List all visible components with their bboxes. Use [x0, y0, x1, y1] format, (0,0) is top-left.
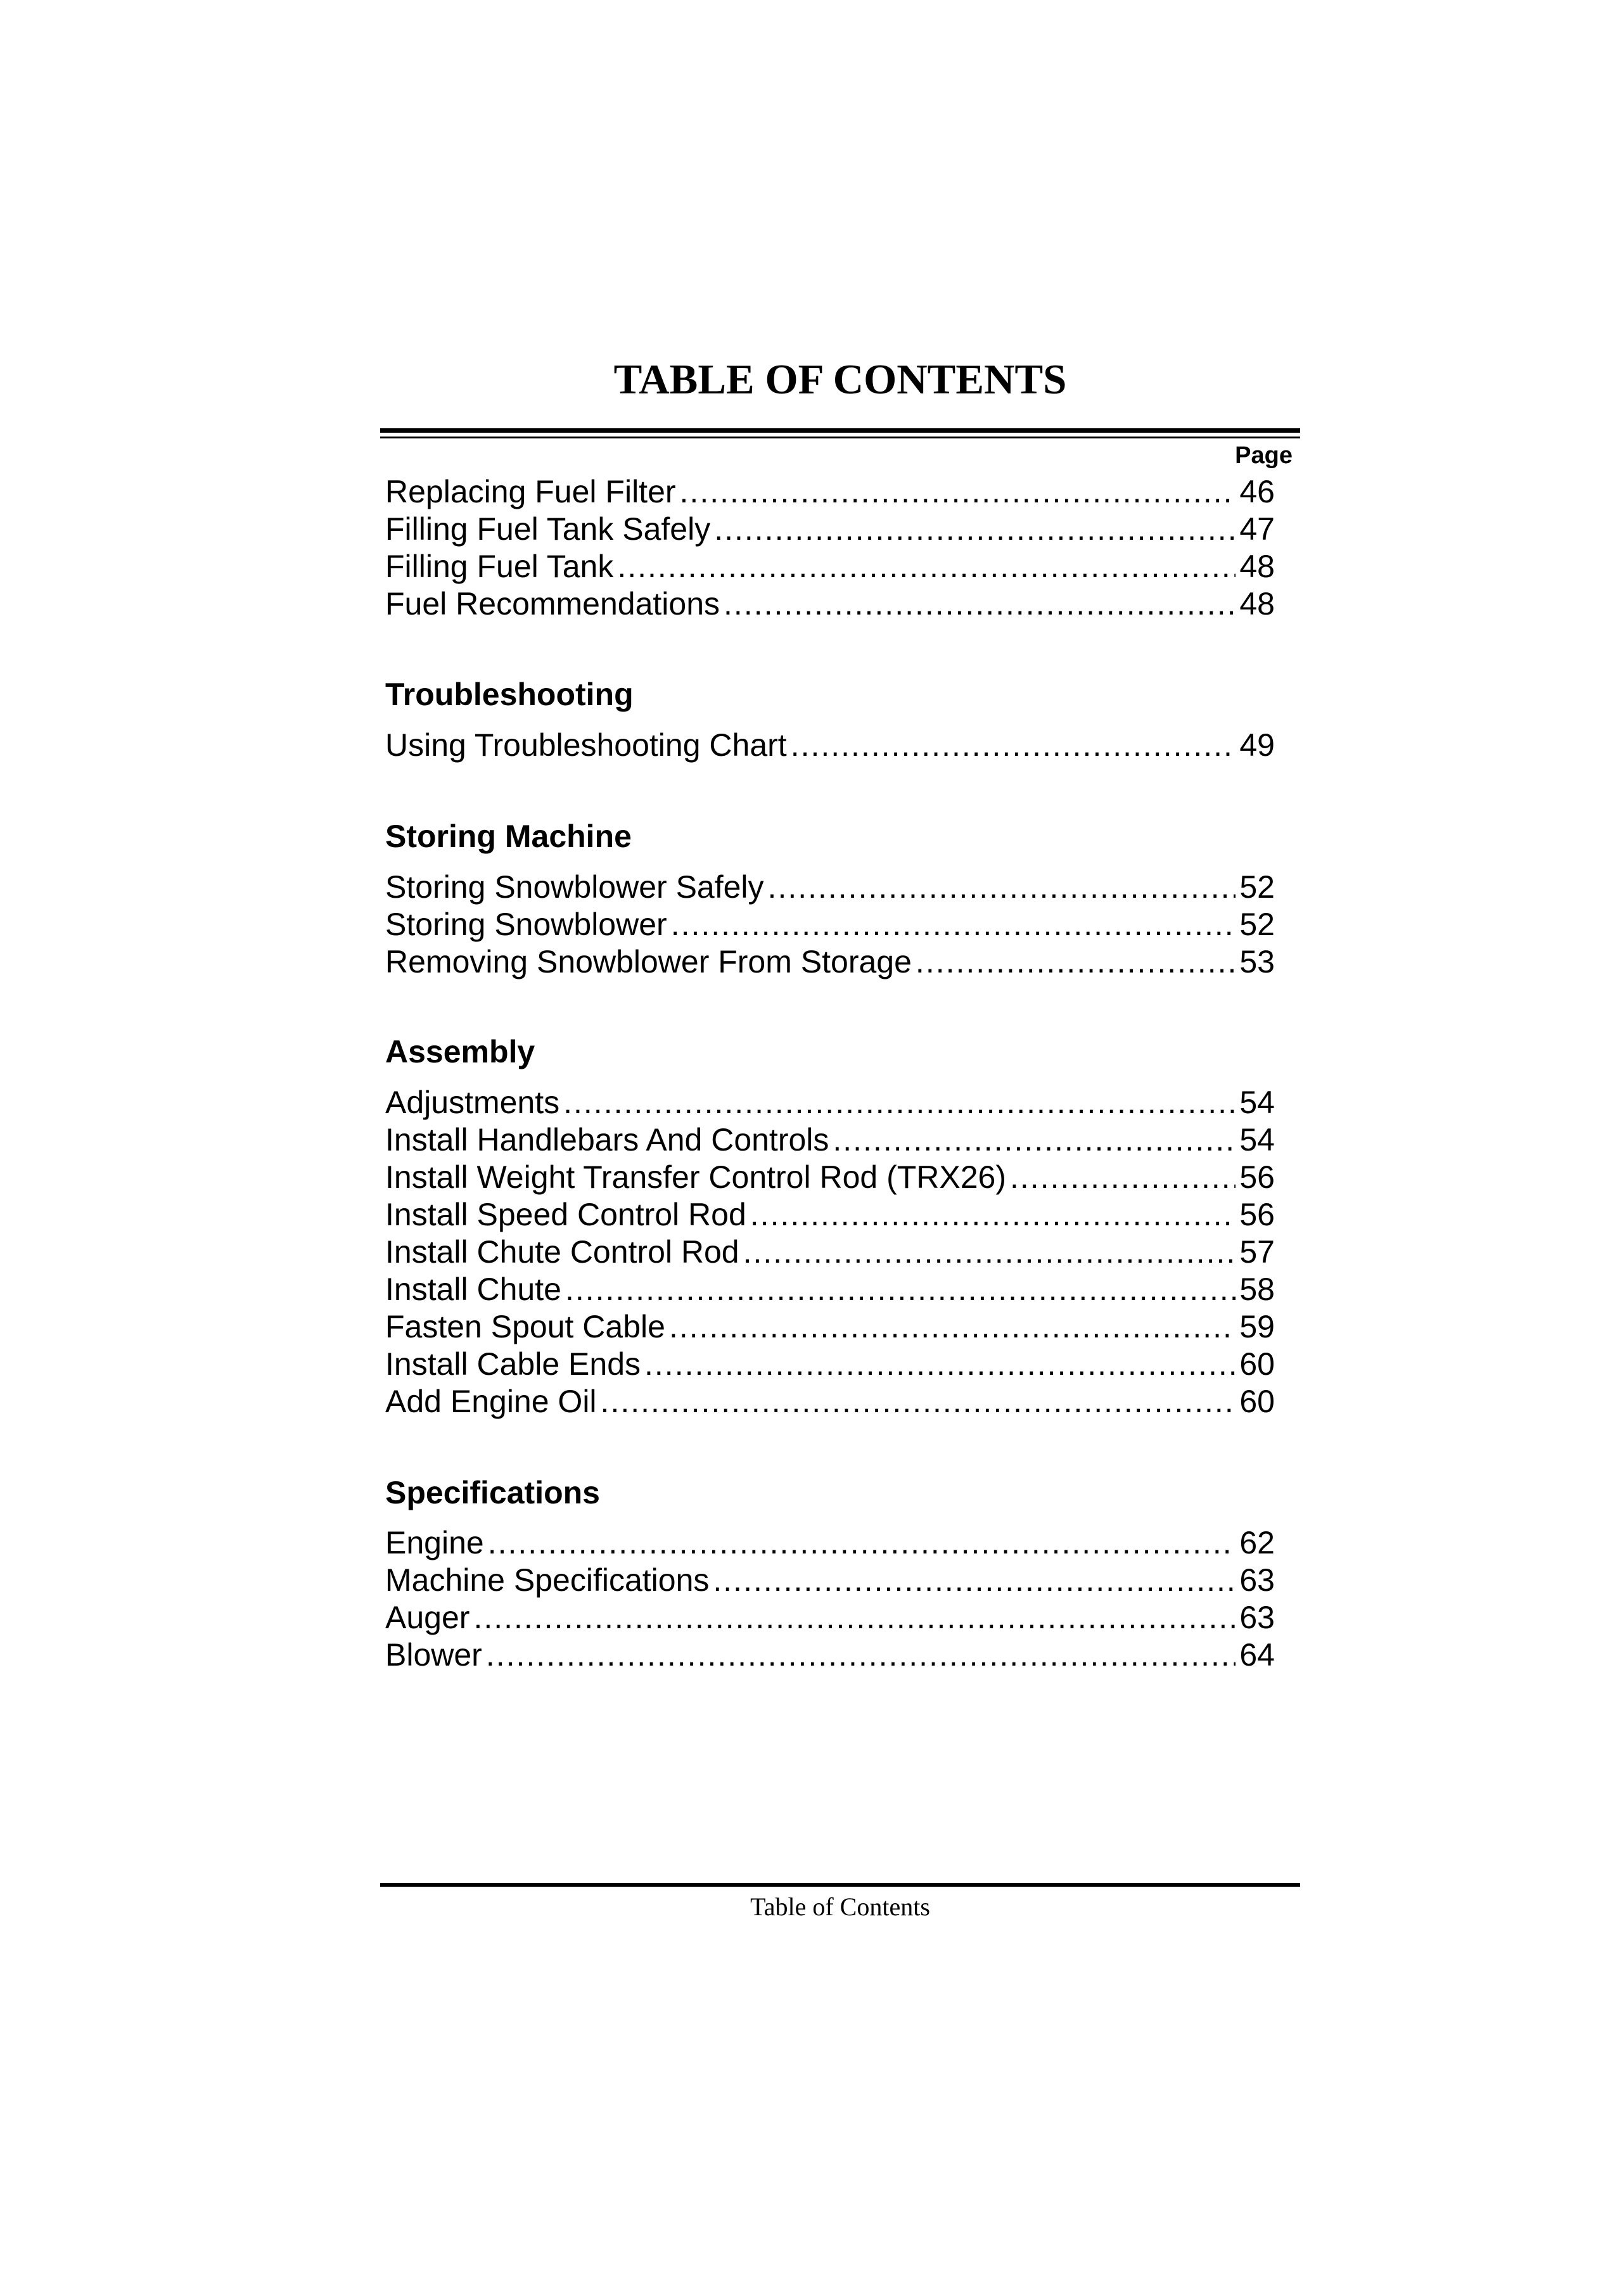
toc-entry-page: 62	[1239, 1525, 1275, 1560]
toc-entry[interactable]	[385, 1270, 1275, 1308]
toc-entry[interactable]	[385, 868, 1275, 906]
section-heading-troubleshooting: Troubleshooting	[385, 677, 634, 712]
toc-leader-dots	[916, 943, 1236, 981]
section-heading-specifications: Specifications	[385, 1475, 600, 1510]
toc-entry-label: Adjustments	[385, 1085, 560, 1120]
toc-entry[interactable]	[385, 585, 1275, 623]
toc-entry-page: 52	[1239, 869, 1275, 905]
toc-leader-dots	[488, 1524, 1236, 1562]
toc-entry-page: 63	[1239, 1562, 1275, 1598]
toc-entry[interactable]	[385, 1598, 1275, 1636]
toc-leader-dots	[724, 585, 1236, 623]
toc-entry[interactable]	[385, 943, 1275, 981]
title-rule-thin	[380, 437, 1300, 438]
toc-entry-page: 59	[1239, 1309, 1275, 1344]
toc-entry-page: 46	[1239, 474, 1275, 509]
toc-entry-page: 57	[1239, 1234, 1275, 1270]
toc-entry-page: 58	[1239, 1272, 1275, 1307]
toc-entry-page: 54	[1239, 1085, 1275, 1120]
toc-entry-label: Fuel Recommendations	[385, 586, 720, 622]
toc-leader-dots	[833, 1121, 1236, 1159]
toc-entry-label: Using Troubleshooting Chart	[385, 727, 787, 763]
toc-leader-dots	[669, 1308, 1236, 1346]
toc-entry[interactable]	[385, 1345, 1275, 1383]
toc-entry[interactable]	[385, 1636, 1275, 1674]
toc-leader-dots	[768, 868, 1236, 906]
toc-leader-dots	[563, 1083, 1236, 1121]
toc-leader-dots	[1010, 1158, 1236, 1196]
toc-entry-label: Filling Fuel Tank Safely	[385, 511, 711, 547]
toc-entry-label: Filling Fuel Tank	[385, 549, 614, 584]
toc-entry[interactable]	[385, 547, 1275, 585]
toc-entry-label: Blower	[385, 1637, 482, 1673]
toc-entry-page: 63	[1239, 1600, 1275, 1635]
toc-entry[interactable]	[385, 905, 1275, 943]
toc-entry[interactable]	[385, 1308, 1275, 1346]
toc-entry-label: Install Chute Control Rod	[385, 1234, 739, 1270]
toc-leader-dots	[486, 1636, 1236, 1674]
toc-leader-dots	[713, 1561, 1236, 1599]
toc-leader-dots	[644, 1345, 1236, 1383]
toc-entry-page: 56	[1239, 1197, 1275, 1232]
toc-leader-dots	[743, 1233, 1236, 1271]
toc-entry[interactable]	[385, 1382, 1275, 1420]
toc-entry-page: 54	[1239, 1122, 1275, 1158]
toc-entry-page: 48	[1239, 586, 1275, 622]
toc-entry[interactable]	[385, 1083, 1275, 1121]
toc-entry-label: Removing Snowblower From Storage	[385, 944, 912, 979]
section-heading-assembly: Assembly	[385, 1034, 535, 1069]
toc-entry-label: Fasten Spout Cable	[385, 1309, 665, 1344]
toc-entry-label: Auger	[385, 1600, 470, 1635]
title-rule-thick	[380, 428, 1300, 433]
footer-rule	[380, 1883, 1300, 1887]
toc-entry-label: Storing Snowblower Safely	[385, 869, 764, 905]
toc-leader-dots	[714, 510, 1236, 548]
toc-entry-page: 47	[1239, 511, 1275, 547]
toc-entry-page: 53	[1239, 944, 1275, 979]
toc-entry[interactable]	[385, 1158, 1275, 1196]
toc-entry-label: Replacing Fuel Filter	[385, 474, 676, 509]
toc-entry-page: 49	[1239, 727, 1275, 763]
toc-entry[interactable]	[385, 510, 1275, 548]
toc-entry-label: Install Handlebars And Controls	[385, 1122, 829, 1158]
section-heading-storing-machine: Storing Machine	[385, 819, 632, 854]
toc-leader-dots	[791, 726, 1236, 764]
toc-entry[interactable]	[385, 726, 1275, 764]
toc-entry-label: Install Speed Control Rod	[385, 1197, 746, 1232]
toc-entry[interactable]	[385, 1233, 1275, 1271]
toc-entry[interactable]	[385, 473, 1275, 511]
toc-entry-label: Engine	[385, 1525, 484, 1560]
toc-entry-page: 56	[1239, 1159, 1275, 1195]
toc-entry-page: 60	[1239, 1384, 1275, 1419]
toc-entry[interactable]	[385, 1196, 1275, 1234]
toc-entry-page: 60	[1239, 1346, 1275, 1382]
toc-entry-label: Install Cable Ends	[385, 1346, 641, 1382]
toc-entry-label: Install Weight Transfer Control Rod (TRX26)	[385, 1159, 1007, 1195]
page-title: TABLE OF CONTENTS	[613, 356, 1067, 403]
toc-entry-label: Machine Specifications	[385, 1562, 710, 1598]
toc-leader-dots	[750, 1196, 1236, 1234]
toc-entry[interactable]	[385, 1121, 1275, 1159]
toc-entry[interactable]	[385, 1561, 1275, 1599]
toc-entry-page: 64	[1239, 1637, 1275, 1673]
toc-entry-page: 52	[1239, 907, 1275, 942]
toc-entry-label: Add Engine Oil	[385, 1384, 597, 1419]
toc-entry-page: 48	[1239, 549, 1275, 584]
footer-text: Table of Contents	[750, 1892, 930, 1921]
toc-entry-label: Install Chute	[385, 1272, 561, 1307]
toc-leader-dots	[473, 1598, 1236, 1636]
toc-leader-dots	[680, 473, 1236, 511]
page-column-label: Page	[1235, 442, 1293, 469]
toc-leader-dots	[601, 1382, 1236, 1420]
toc-leader-dots	[565, 1270, 1236, 1308]
toc-entry[interactable]	[385, 1524, 1275, 1562]
toc-leader-dots	[617, 547, 1236, 585]
toc-entry-label: Storing Snowblower	[385, 907, 667, 942]
toc-leader-dots	[671, 905, 1236, 943]
